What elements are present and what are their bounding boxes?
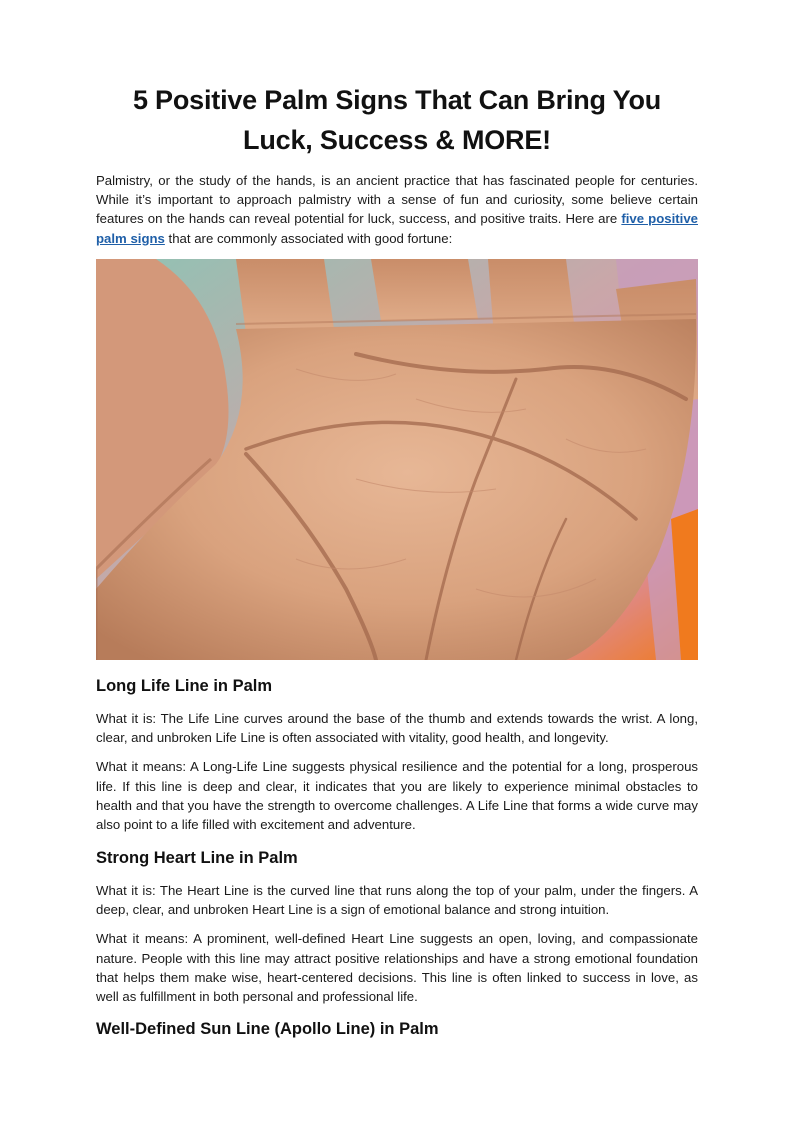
section-long-life-line	[96, 675, 698, 834]
five-positive-palm-signs-link[interactable]: five positive palm signs	[96, 211, 698, 246]
section-heading: Well-Defined Sun Line (Apollo Line) in Palm	[96, 1020, 439, 1038]
section-heading: Long Life Line in Palm	[96, 677, 273, 695]
section-sun-line	[96, 1018, 698, 1052]
what-it-means-paragraph: What it means: A Long-Life Line suggests physical resilience and the potential for a long, prosperous life. If this line is deep and clear, it indicates that you are likely to experience minimal obstacles to health and that you have the strength to overcome challenges. A Life Line that forms a wide curve may also point to a life filled with excitement and adventure.	[96, 759, 698, 833]
intro-text-after: that are commonly associated with good fortune:	[164, 230, 453, 246]
title-line-2: Luck, Success & MORE!	[243, 125, 551, 155]
what-it-is-paragraph: What it is: The Life Line curves around the base of the thumb and extends towards the wrist. A long, clear, and unbroken Life Line is often associated with vitality, good health, and longevity.	[96, 711, 698, 746]
title-line-1: 5 Positive Palm Signs That Can Bring You	[132, 85, 662, 115]
page-title	[96, 80, 698, 160]
what-it-means-paragraph: What it means: A prominent, well-defined Heart Line suggests an open, loving, and compassionate nature. People with this line may attract positive relationships and have a strong emotional foundation that helps them make wise, heart-centered decisions. This line is often linked to success in love, as well as fulfillment in both personal and professional life.	[96, 931, 698, 1005]
section-strong-heart-line	[96, 847, 698, 1006]
section-heading: Strong Heart Line in Palm	[96, 849, 298, 867]
what-it-is-paragraph: What it is: The Heart Line is the curved line that runs along the top of your palm, under the fingers. A deep, clear, and unbroken Heart Line is a sign of emotional balance and strong intuition.	[96, 883, 698, 918]
intro-text-before: Palmistry, or the study of the hands, is an ancient practice that has fascinated people for centuries. While it’s important to approach palmistry with a sense of fun and curiosity, some believe certain features on the hands can reveal potential for luck, success, and positive traits. Here are	[96, 173, 698, 227]
palm-photo	[96, 259, 698, 660]
intro-paragraph	[96, 171, 698, 248]
